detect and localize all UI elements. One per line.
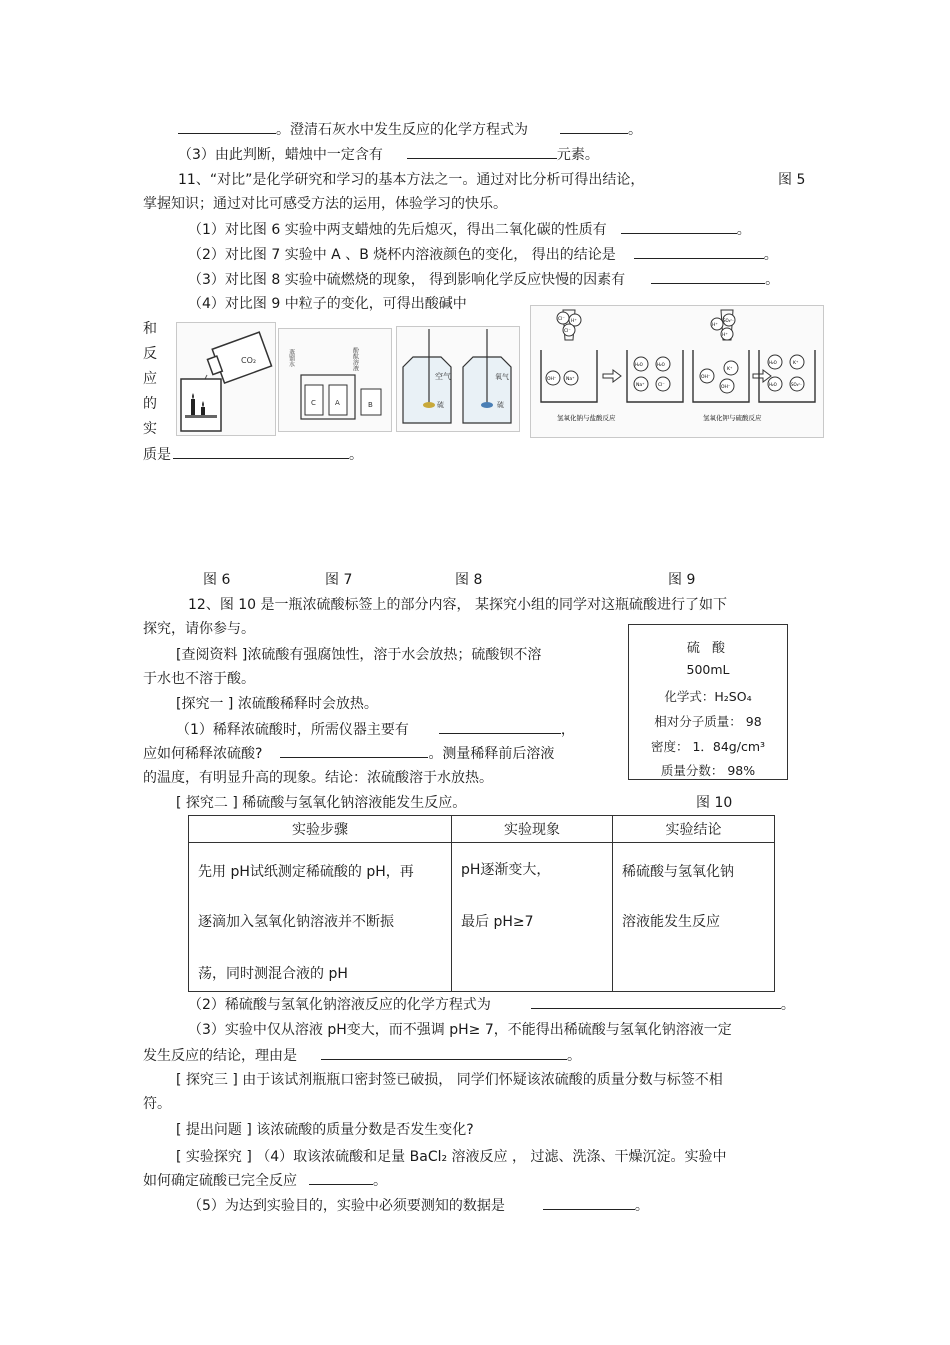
figure-9 (530, 305, 824, 438)
answer-blank[interactable] (651, 270, 765, 284)
table-cell-phenomenon (452, 843, 613, 992)
air-label: 空气 (435, 372, 451, 381)
q11-item-4: （4）对比图 9 中粒子的变化，可得出酸碱中 (188, 296, 467, 312)
caption-fig10: 图 10 (696, 795, 733, 811)
q11-intro-1: 11、“对比”是化学研究和学习的基本方法之一。通过对比分析可得出结论， (178, 172, 645, 188)
ion-cl: Cl⁻ (558, 317, 565, 322)
fig9-right-caption: 氢氧化钾与硫酸反应 (703, 414, 762, 422)
caption-fig7: 图 7 (325, 572, 353, 588)
q11-vertical-char: 实 (143, 421, 157, 437)
phenomenon-line: pH逐渐变大， (461, 862, 551, 878)
answer-blank[interactable] (543, 1196, 635, 1210)
ion-k: K⁺ (793, 361, 799, 366)
answer-blank[interactable] (321, 1046, 567, 1060)
q12-explore-1: [探究一 ] 浓硫酸稀释时会放热。 (176, 696, 378, 712)
ion-h: H⁺ (712, 323, 718, 328)
table-header: 实验结论 (613, 816, 775, 843)
step-line: 荡，同时测混合液的 pH (198, 966, 348, 982)
figure-7 (278, 328, 392, 432)
conclusion-line: 溶液能发生反应 (622, 914, 720, 930)
ion-oh: OH⁻ (721, 385, 731, 390)
q12-lookup-1: [查阅资料 ]浓硫酸有强腐蚀性，溶于水会放热；硫酸钡不溶 (176, 647, 542, 663)
q12-explore-3-1: [ 探究三 ] 由于该试剂瓶瓶口密封签已破损， 同学们怀疑该浓硫酸的质量分数与标签不相 (176, 1072, 723, 1088)
answer-blank[interactable] (407, 145, 557, 159)
conclusion-line: 稀硫酸与氢氧化钠 (622, 864, 734, 880)
q12-explore-3-2: 符。 (143, 1096, 171, 1112)
q11-fig5-ref: 图 5 (778, 172, 806, 188)
table-header: 实验现象 (452, 816, 613, 843)
phenomenon-line: 最后 pH≥7 (461, 914, 534, 930)
co2-pouring-illustration (177, 323, 275, 435)
ion-na: Na⁺ (566, 377, 575, 382)
q12-e2-item3-1: （3）实验中仅从溶液 pH变大，而不强调 pH≥ 7，不能得出稀硫酸与氢氧化钠溶液一定 (188, 1022, 732, 1038)
step-line: 逐滴加入氢氧化钠溶液并不断振 (198, 914, 394, 930)
ion-so4: SO₄²⁻ (723, 318, 735, 323)
q11-item-1: （1）对比图 6 实验中两支蜡烛的先后熄灭，得出二氧化碳的性质有 。 (188, 222, 751, 238)
ion-so4: SO₄²⁻ (791, 382, 803, 387)
label-formula: 化学式：H₂SO₄ (664, 689, 752, 704)
q12-question: [ 提出问题 ] 该浓硫酸的质量分数是否发生变化? (176, 1122, 474, 1138)
phenolphthalein-label: 酚酞溶液 (351, 347, 359, 371)
top-line-2: （3）由此判断，蜡烛中一定含有 元素。 (178, 147, 599, 163)
table-cell-steps (189, 843, 452, 992)
ion-na: Na⁺ (636, 383, 645, 388)
ion-cl: Cl⁻ (658, 383, 665, 388)
q12-e1-item1: （1）稀释浓硫酸时，所需仪器主要有 ， (176, 722, 575, 738)
label-volume: 500mL (686, 662, 730, 677)
sulfur-label-air: 硫 (437, 401, 444, 409)
sulfur-combustion-illustration (397, 327, 519, 431)
answer-blank[interactable] (439, 720, 561, 734)
sulfur-label-oxygen: 硫 (497, 401, 504, 409)
q12-e1-question: 应如何稀释浓硫酸? 。测量稀释前后溶液 (143, 746, 555, 762)
sulfuric-acid-label (628, 624, 788, 780)
molecule-h2o: H₂O (635, 362, 643, 367)
caption-fig8: 图 8 (455, 572, 483, 588)
answer-blank[interactable] (621, 220, 737, 234)
q11-vertical-char: 应 (143, 371, 157, 387)
caption-fig9: 图 9 (668, 572, 696, 588)
q12-experiment-1: [ 实验探究 ] （4）取该浓硫酸和足量 BaCl₂ 溶液反应 ， 过滤、洗涤、干燥沉淀。实验中 (176, 1149, 727, 1165)
answer-blank[interactable] (634, 245, 764, 259)
ion-oh: OH⁻ (547, 377, 557, 382)
table-row (189, 843, 775, 992)
top-line-1: 。澄清石灰水中发生反应的化学方程式为 。 (178, 120, 642, 139)
neutralization-particles-illustration (531, 306, 823, 437)
beaker-c-label: C (311, 399, 316, 407)
q12-explore-2: [ 探究二 ] 稀硫酸与氢氧化钠溶液能发生反应。 (176, 795, 467, 811)
figure-8 (396, 326, 520, 432)
q11-item-2: （2）对比图 7 实验中 A 、B 烧杯内溶液颜色的变化， 得出的结论是 。 (188, 247, 778, 263)
q12-experiment-2: 如何确定硫酸已完全反应 。 (143, 1173, 387, 1189)
beakers-illustration (279, 329, 391, 431)
ion-cl: Cl⁻ (564, 329, 571, 334)
ion-oh: OH⁻ (701, 375, 711, 380)
molecule-h2o: H₂O (769, 360, 777, 365)
q11-intro-2: 掌握知识；通过对比可感受方法的运用，体验学习的快乐。 (143, 196, 507, 212)
fig9-left-caption: 氢氧化钠与盐酸反应 (557, 414, 616, 422)
q11-vertical-char: 反 (143, 346, 157, 362)
ion-h: H⁺ (571, 319, 577, 324)
table-header: 实验步骤 (189, 816, 452, 843)
answer-blank[interactable] (173, 445, 349, 459)
table-header-row (189, 816, 775, 843)
table-cell-conclusion (613, 843, 775, 992)
q12-intro-2: 探究，请你参与。 (143, 621, 255, 637)
answer-blank[interactable] (531, 995, 781, 1009)
answer-blank[interactable] (280, 744, 428, 758)
label-mass-fraction: 质量分数： 98% (660, 763, 756, 778)
answer-blank[interactable] (309, 1171, 373, 1185)
molecule-h2o: H₂O (657, 362, 665, 367)
experiment-table (188, 815, 775, 992)
q12-e2-item3-2: 发生反应的结论，理由是 。 (143, 1048, 581, 1064)
label-name: 硫 酸 (686, 641, 730, 656)
q12-item5: （5）为达到实验目的，实验中必须要测知的数据是 。 (188, 1198, 649, 1214)
molecule-h2o: H₂O (769, 382, 777, 387)
ion-k: K⁺ (727, 367, 733, 372)
q12-e2-item2: （2）稀硫酸与氢氧化钠溶液反应的化学方程式为 。 (188, 997, 795, 1013)
label-density: 密度： 1．84g/cm³ (650, 739, 766, 754)
distilled-water-label: 蒸馏水 (287, 349, 295, 367)
answer-blank[interactable] (178, 120, 276, 134)
label-molar-mass: 相对分子质量： 98 (654, 714, 762, 729)
caption-fig6: 图 6 (203, 572, 231, 588)
ion-h: H⁺ (722, 333, 728, 338)
beaker-b-label: B (368, 401, 373, 409)
q11-item-3: （3）对比图 8 实验中硫燃烧的现象， 得到影响化学反应快慢的因素有 。 (188, 272, 780, 288)
q11-item-4-end: 质是 。 (143, 447, 363, 463)
co2-label: CO₂ (241, 356, 257, 365)
answer-blank[interactable] (560, 120, 628, 134)
q12-intro-1: 12、图 10 是一瓶浓硫酸标签上的部分内容， 某探究小组的同学对这瓶硫酸进行了如下 (188, 597, 727, 613)
beaker-a-label: A (335, 399, 340, 407)
oxygen-label: 氧气 (495, 373, 509, 381)
q12-lookup-2: 于水也不溶于酸。 (143, 671, 255, 687)
step-line: 先用 pH试纸测定稀硫酸的 pH，再 (198, 864, 414, 880)
q11-vertical-char: 的 (143, 396, 157, 412)
figure-6 (176, 322, 276, 436)
q11-vertical-char: 和 (143, 321, 157, 337)
q12-e1-conclusion: 的温度，有明显升高的现象。结论：浓硫酸溶于水放热。 (143, 770, 493, 786)
